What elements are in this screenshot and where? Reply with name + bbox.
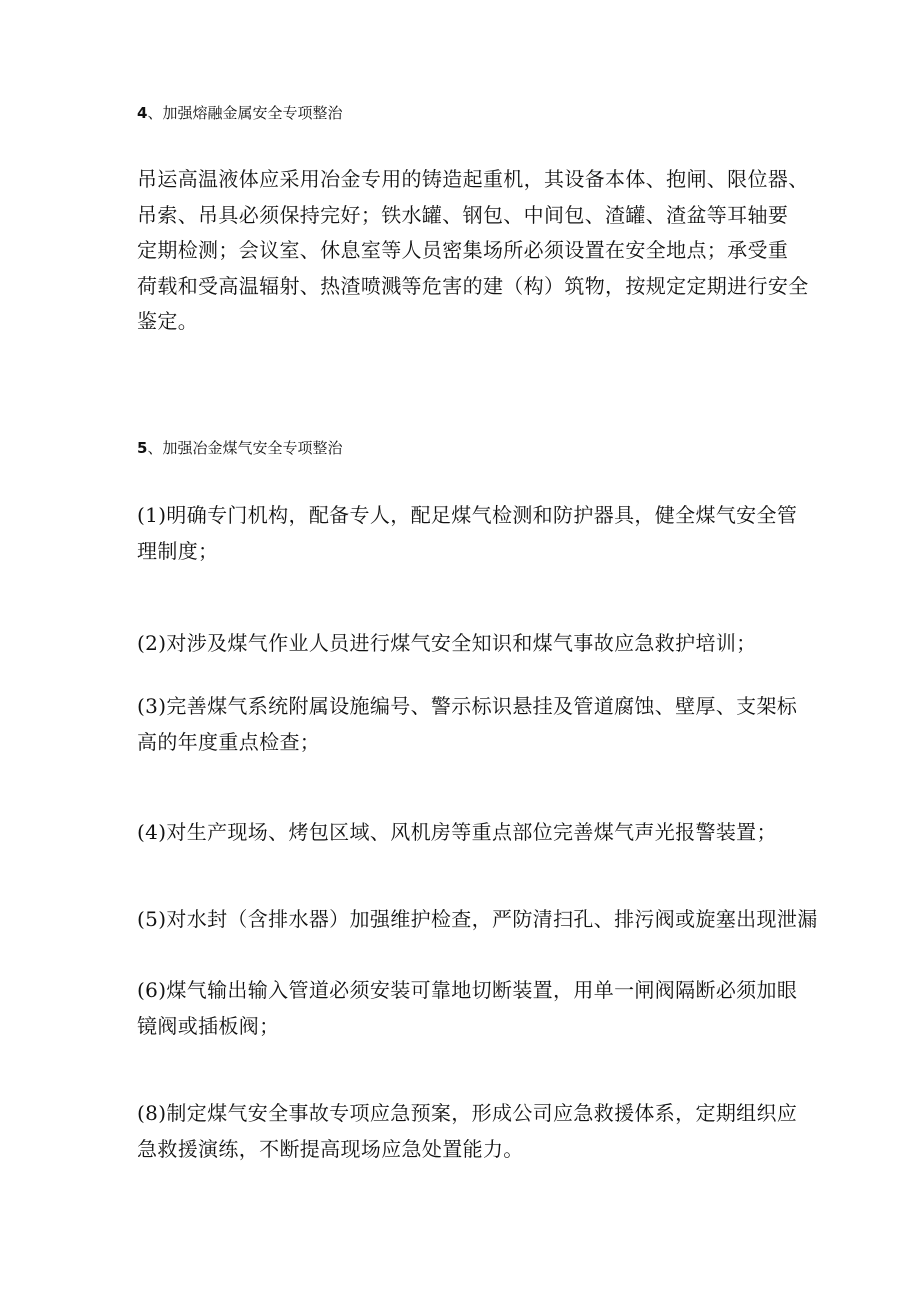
item-line: 高的年度重点检查； (137, 729, 321, 754)
list-item-5 (137, 902, 818, 938)
item-line: 镜阀或插板阀； (137, 1013, 280, 1038)
item-line: (3)完善煤气系统附属设施编号、警示标识悬挂及管道腐蚀、壁厚、支架标 (137, 694, 798, 718)
item-line: 急救援演练，不断提高现场应急处置能力。 (137, 1136, 524, 1161)
list-item-6 (137, 973, 809, 1044)
body-line: 吊索、吊具必须保持完好；铁水罐、钢包、中间包、渣罐、渣盆等耳轴要 (137, 202, 789, 227)
list-item-4 (137, 815, 809, 851)
body-line: 定期检测；会议室、休息室等人员密集场所必须设置在安全地点；承受重 (137, 238, 789, 262)
section-4-body (137, 162, 809, 340)
body-line: 鉴定。 (137, 309, 199, 333)
section-4-number: 4 (137, 104, 148, 122)
list-item-3 (137, 689, 809, 760)
item-line: (8)制定煤气安全事故专项应急预案，形成公司应急救援体系，定期组织应 (137, 1101, 798, 1125)
section-4-heading (137, 103, 342, 123)
section-5-title: 、加强冶金煤气安全专项整治 (147, 439, 343, 457)
item-line: 理制度； (137, 538, 219, 563)
list-item-1 (137, 498, 809, 569)
section-5-number: 5 (137, 439, 148, 457)
list-item-2 (137, 626, 809, 662)
body-line: 荷载和受高温辐射、热渣喷溅等危害的建（构）筑物，按规定定期进行安全 (137, 273, 809, 298)
body-line: 吊运高温液体应采用冶金专用的铸造起重机，其设备本体、抱闸、限位器、 (137, 167, 809, 191)
section-5-heading (137, 438, 342, 458)
list-item-8 (137, 1096, 809, 1167)
item-line: (1)明确专门机构，配备专人，配足煤气检测和防护器具，健全煤气安全管 (137, 503, 798, 527)
item-line: (4)对生产现场、烤包区域、风机房等重点部位完善煤气声光报警装置； (137, 820, 777, 844)
item-line: (6)煤气输出输入管道必须安装可靠地切断装置，用单一闸阀隔断必须加眼 (137, 978, 798, 1002)
item-line: (2)对涉及煤气作业人员进行煤气安全知识和煤气事故应急救护培训； (137, 631, 757, 655)
item-line: (5)对水封（含排水器）加强维护检查，严防清扫孔、排污阀或旋塞出现泄漏 (137, 907, 818, 931)
section-4-title: 、加强熔融金属安全专项整治 (147, 104, 343, 122)
